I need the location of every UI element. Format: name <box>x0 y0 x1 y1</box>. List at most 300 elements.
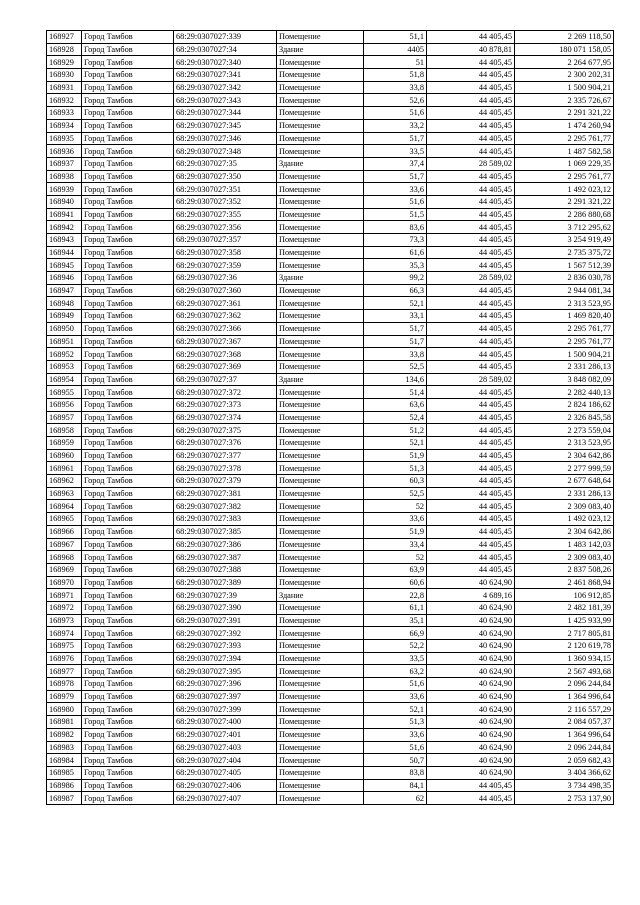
table-row <box>47 107 614 120</box>
cadastral-number-cell: 68:29:0307027:379 <box>174 475 277 488</box>
cadastral-number-cell: 68:29:0307027:368 <box>174 348 277 361</box>
cadastral-value-cell: 1 492 023,12 <box>515 513 614 526</box>
object-type-cell: Помещение <box>277 449 364 462</box>
cadastral-number-cell: 68:29:0307027:387 <box>174 551 277 564</box>
area-cell: 33,8 <box>364 348 427 361</box>
row-id-cell: 168985 <box>47 766 82 779</box>
cadastral-value-cell: 2 944 081,34 <box>515 284 614 297</box>
cadastral-number-cell: 68:29:0307027:407 <box>174 792 277 805</box>
cadastral-value-cell: 2 286 880,68 <box>515 208 614 221</box>
area-cell: 52 <box>364 551 427 564</box>
district-cell: Город Тамбов <box>82 779 174 792</box>
unit-value-cell: 4 689,16 <box>427 589 515 602</box>
table-row <box>47 183 614 196</box>
area-cell: 99,2 <box>364 272 427 285</box>
cadastral-number-cell: 68:29:0307027:374 <box>174 411 277 424</box>
cadastral-value-cell: 2 096 244,84 <box>515 678 614 691</box>
area-cell: 134,6 <box>364 373 427 386</box>
district-cell: Город Тамбов <box>82 259 174 272</box>
cadastral-number-cell: 68:29:0307027:405 <box>174 766 277 779</box>
district-cell: Город Тамбов <box>82 132 174 145</box>
object-type-cell: Помещение <box>277 284 364 297</box>
cadastral-number-cell: 68:29:0307027:406 <box>174 779 277 792</box>
cadastral-number-cell: 68:29:0307027:383 <box>174 513 277 526</box>
object-type-cell: Помещение <box>277 652 364 665</box>
district-cell: Город Тамбов <box>82 208 174 221</box>
cadastral-value-cell: 2 295 761,77 <box>515 132 614 145</box>
unit-value-cell: 44 405,45 <box>427 310 515 323</box>
area-cell: 51,9 <box>364 525 427 538</box>
object-type-cell: Помещение <box>277 119 364 132</box>
row-id-cell: 168941 <box>47 208 82 221</box>
table-row <box>47 716 614 729</box>
cadastral-number-cell: 68:29:0307027:356 <box>174 221 277 234</box>
area-cell: 51,6 <box>364 195 427 208</box>
row-id-cell: 168972 <box>47 601 82 614</box>
cadastral-value-cell: 2 295 761,77 <box>515 322 614 335</box>
area-cell: 51,7 <box>364 170 427 183</box>
district-cell: Город Тамбов <box>82 145 174 158</box>
district-cell: Город Тамбов <box>82 513 174 526</box>
unit-value-cell: 44 405,45 <box>427 170 515 183</box>
cadastral-value-cell: 1 469 820,40 <box>515 310 614 323</box>
unit-value-cell: 40 624,90 <box>427 601 515 614</box>
object-type-cell: Помещение <box>277 310 364 323</box>
table-row <box>47 56 614 69</box>
district-cell: Город Тамбов <box>82 119 174 132</box>
cadastral-value-cell: 2 096 244,84 <box>515 741 614 754</box>
row-id-cell: 168977 <box>47 665 82 678</box>
district-cell: Город Тамбов <box>82 310 174 323</box>
unit-value-cell: 44 405,45 <box>427 779 515 792</box>
object-type-cell: Помещение <box>277 779 364 792</box>
area-cell: 51,7 <box>364 132 427 145</box>
cadastral-value-cell: 2 084 057,37 <box>515 716 614 729</box>
cadastral-number-cell: 68:29:0307027:351 <box>174 183 277 196</box>
district-cell: Город Тамбов <box>82 475 174 488</box>
row-id-cell: 168960 <box>47 449 82 462</box>
cadastral-number-cell: 68:29:0307027:395 <box>174 665 277 678</box>
cadastral-number-cell: 68:29:0307027:348 <box>174 145 277 158</box>
object-type-cell: Помещение <box>277 792 364 805</box>
area-cell: 52,2 <box>364 640 427 653</box>
table-row <box>47 69 614 82</box>
unit-value-cell: 44 405,45 <box>427 56 515 69</box>
object-type-cell: Помещение <box>277 335 364 348</box>
unit-value-cell: 44 405,45 <box>427 500 515 513</box>
unit-value-cell: 28 589,02 <box>427 373 515 386</box>
cadastral-number-cell: 68:29:0307027:385 <box>174 525 277 538</box>
unit-value-cell: 40 624,90 <box>427 627 515 640</box>
cadastral-number-cell: 68:29:0307027:372 <box>174 386 277 399</box>
cadastral-value-cell: 2 331 286,13 <box>515 487 614 500</box>
row-id-cell: 168961 <box>47 462 82 475</box>
district-cell: Город Тамбов <box>82 551 174 564</box>
table-row <box>47 43 614 56</box>
area-cell: 52,1 <box>364 703 427 716</box>
table-row <box>47 373 614 386</box>
cadastral-number-cell: 68:29:0307027:358 <box>174 246 277 259</box>
table-row <box>47 525 614 538</box>
unit-value-cell: 44 405,45 <box>427 221 515 234</box>
row-id-cell: 168969 <box>47 563 82 576</box>
table-row <box>47 475 614 488</box>
row-id-cell: 168950 <box>47 322 82 335</box>
unit-value-cell: 40 624,90 <box>427 614 515 627</box>
row-id-cell: 168979 <box>47 690 82 703</box>
cadastral-number-cell: 68:29:0307027:376 <box>174 437 277 450</box>
row-id-cell: 168962 <box>47 475 82 488</box>
cadastral-value-cell: 2 277 999,59 <box>515 462 614 475</box>
area-cell: 35,3 <box>364 259 427 272</box>
cadastral-number-cell: 68:29:0307027:36 <box>174 272 277 285</box>
unit-value-cell: 44 405,45 <box>427 424 515 437</box>
row-id-cell: 168971 <box>47 589 82 602</box>
object-type-cell: Помещение <box>277 741 364 754</box>
row-id-cell: 168983 <box>47 741 82 754</box>
cadastral-value-cell: 2 304 642,86 <box>515 525 614 538</box>
area-cell: 33,1 <box>364 310 427 323</box>
cadastral-value-cell: 1 425 933,99 <box>515 614 614 627</box>
cadastral-number-cell: 68:29:0307027:34 <box>174 43 277 56</box>
row-id-cell: 168967 <box>47 538 82 551</box>
cadastral-number-cell: 68:29:0307027:342 <box>174 81 277 94</box>
unit-value-cell: 44 405,45 <box>427 119 515 132</box>
area-cell: 51,3 <box>364 462 427 475</box>
area-cell: 51,7 <box>364 335 427 348</box>
cadastral-number-cell: 68:29:0307027:39 <box>174 589 277 602</box>
object-type-cell: Помещение <box>277 678 364 691</box>
area-cell: 52,5 <box>364 487 427 500</box>
row-id-cell: 168944 <box>47 246 82 259</box>
object-type-cell: Здание <box>277 373 364 386</box>
object-type-cell: Помещение <box>277 246 364 259</box>
area-cell: 73,3 <box>364 234 427 247</box>
unit-value-cell: 44 405,45 <box>427 31 515 44</box>
cadastral-number-cell: 68:29:0307027:386 <box>174 538 277 551</box>
district-cell: Город Тамбов <box>82 665 174 678</box>
unit-value-cell: 44 405,45 <box>427 487 515 500</box>
cadastral-value-cell: 2 735 375,72 <box>515 246 614 259</box>
area-cell: 33,8 <box>364 81 427 94</box>
row-id-cell: 168956 <box>47 398 82 411</box>
object-type-cell: Помещение <box>277 107 364 120</box>
district-cell: Город Тамбов <box>82 703 174 716</box>
object-type-cell: Помещение <box>277 297 364 310</box>
table-row <box>47 322 614 335</box>
row-id-cell: 168966 <box>47 525 82 538</box>
object-type-cell: Помещение <box>277 513 364 526</box>
row-id-cell: 168933 <box>47 107 82 120</box>
row-id-cell: 168984 <box>47 754 82 767</box>
unit-value-cell: 44 405,45 <box>427 107 515 120</box>
table-row <box>47 449 614 462</box>
row-id-cell: 168943 <box>47 234 82 247</box>
cadastral-value-cell: 2 837 508,26 <box>515 563 614 576</box>
unit-value-cell: 40 624,90 <box>427 716 515 729</box>
object-type-cell: Помещение <box>277 754 364 767</box>
table-row <box>47 145 614 158</box>
district-cell: Город Тамбов <box>82 234 174 247</box>
object-type-cell: Помещение <box>277 690 364 703</box>
table-row <box>47 398 614 411</box>
district-cell: Город Тамбов <box>82 500 174 513</box>
row-id-cell: 168952 <box>47 348 82 361</box>
table-row <box>47 779 614 792</box>
cadastral-value-cell: 1 364 996,64 <box>515 728 614 741</box>
cadastral-value-cell: 2 291 321,22 <box>515 107 614 120</box>
unit-value-cell: 44 405,45 <box>427 551 515 564</box>
cadastral-number-cell: 68:29:0307027:373 <box>174 398 277 411</box>
cadastral-number-cell: 68:29:0307027:37 <box>174 373 277 386</box>
area-cell: 22,8 <box>364 589 427 602</box>
district-cell: Город Тамбов <box>82 487 174 500</box>
area-cell: 51,5 <box>364 208 427 221</box>
cadastral-number-cell: 68:29:0307027:399 <box>174 703 277 716</box>
unit-value-cell: 40 624,90 <box>427 766 515 779</box>
object-type-cell: Помещение <box>277 538 364 551</box>
cadastral-value-cell: 2 717 805,81 <box>515 627 614 640</box>
row-id-cell: 168927 <box>47 31 82 44</box>
district-cell: Город Тамбов <box>82 81 174 94</box>
unit-value-cell: 44 405,45 <box>427 246 515 259</box>
row-id-cell: 168937 <box>47 157 82 170</box>
district-cell: Город Тамбов <box>82 348 174 361</box>
row-id-cell: 168974 <box>47 627 82 640</box>
cadastral-value-table <box>46 30 614 805</box>
object-type-cell: Помещение <box>277 703 364 716</box>
district-cell: Город Тамбов <box>82 690 174 703</box>
cadastral-value-cell: 3 734 498,35 <box>515 779 614 792</box>
cadastral-value-cell: 3 712 295,62 <box>515 221 614 234</box>
cadastral-number-cell: 68:29:0307027:393 <box>174 640 277 653</box>
row-id-cell: 168946 <box>47 272 82 285</box>
object-type-cell: Помещение <box>277 766 364 779</box>
unit-value-cell: 44 405,45 <box>427 259 515 272</box>
cadastral-value-cell: 1 500 904,21 <box>515 81 614 94</box>
district-cell: Город Тамбов <box>82 195 174 208</box>
cadastral-value-cell: 2 273 559,04 <box>515 424 614 437</box>
table-row <box>47 741 614 754</box>
object-type-cell: Помещение <box>277 475 364 488</box>
area-cell: 51,1 <box>364 31 427 44</box>
table-row <box>47 589 614 602</box>
district-cell: Город Тамбов <box>82 386 174 399</box>
area-cell: 51,8 <box>364 69 427 82</box>
row-id-cell: 168982 <box>47 728 82 741</box>
unit-value-cell: 44 405,45 <box>427 69 515 82</box>
area-cell: 51,7 <box>364 322 427 335</box>
cadastral-number-cell: 68:29:0307027:375 <box>174 424 277 437</box>
area-cell: 33,6 <box>364 183 427 196</box>
row-id-cell: 168965 <box>47 513 82 526</box>
area-cell: 83,6 <box>364 221 427 234</box>
object-type-cell: Помещение <box>277 360 364 373</box>
table-row <box>47 360 614 373</box>
unit-value-cell: 44 405,45 <box>427 208 515 221</box>
row-id-cell: 168949 <box>47 310 82 323</box>
object-type-cell: Помещение <box>277 665 364 678</box>
unit-value-cell: 44 405,45 <box>427 322 515 335</box>
object-type-cell: Помещение <box>277 56 364 69</box>
unit-value-cell: 44 405,45 <box>427 145 515 158</box>
table-row <box>47 284 614 297</box>
table-row <box>47 246 614 259</box>
unit-value-cell: 44 405,45 <box>427 132 515 145</box>
cadastral-value-cell: 1 567 512,39 <box>515 259 614 272</box>
row-id-cell: 168959 <box>47 437 82 450</box>
object-type-cell: Помещение <box>277 208 364 221</box>
table-row <box>47 411 614 424</box>
unit-value-cell: 44 405,45 <box>427 437 515 450</box>
object-type-cell: Помещение <box>277 563 364 576</box>
object-type-cell: Помещение <box>277 31 364 44</box>
cadastral-value-cell: 2 295 761,77 <box>515 170 614 183</box>
area-cell: 37,4 <box>364 157 427 170</box>
cadastral-value-cell: 1 069 229,35 <box>515 157 614 170</box>
district-cell: Город Тамбов <box>82 170 174 183</box>
area-cell: 33,2 <box>364 119 427 132</box>
cadastral-number-cell: 68:29:0307027:396 <box>174 678 277 691</box>
cadastral-value-cell: 1 500 904,21 <box>515 348 614 361</box>
cadastral-value-cell: 2 567 493,68 <box>515 665 614 678</box>
district-cell: Город Тамбов <box>82 322 174 335</box>
district-cell: Город Тамбов <box>82 538 174 551</box>
row-id-cell: 168980 <box>47 703 82 716</box>
cadastral-value-cell: 2 309 083,40 <box>515 551 614 564</box>
area-cell: 63,6 <box>364 398 427 411</box>
table-row <box>47 462 614 475</box>
cadastral-number-cell: 68:29:0307027:345 <box>174 119 277 132</box>
area-cell: 52,1 <box>364 297 427 310</box>
cadastral-number-cell: 68:29:0307027:388 <box>174 563 277 576</box>
row-id-cell: 168945 <box>47 259 82 272</box>
district-cell: Город Тамбов <box>82 398 174 411</box>
table-row <box>47 259 614 272</box>
object-type-cell: Помещение <box>277 487 364 500</box>
district-cell: Город Тамбов <box>82 246 174 259</box>
area-cell: 35,1 <box>364 614 427 627</box>
object-type-cell: Помещение <box>277 551 364 564</box>
cadastral-number-cell: 68:29:0307027:343 <box>174 94 277 107</box>
table-row <box>47 754 614 767</box>
cadastral-number-cell: 68:29:0307027:341 <box>174 69 277 82</box>
district-cell: Город Тамбов <box>82 728 174 741</box>
area-cell: 33,6 <box>364 690 427 703</box>
table-row <box>47 690 614 703</box>
object-type-cell: Помещение <box>277 437 364 450</box>
cadastral-value-cell: 2 309 083,40 <box>515 500 614 513</box>
unit-value-cell: 40 624,90 <box>427 728 515 741</box>
cadastral-value-cell: 2 059 682,43 <box>515 754 614 767</box>
object-type-cell: Помещение <box>277 94 364 107</box>
district-cell: Город Тамбов <box>82 221 174 234</box>
unit-value-cell: 40 624,90 <box>427 652 515 665</box>
cadastral-number-cell: 68:29:0307027:403 <box>174 741 277 754</box>
cadastral-number-cell: 68:29:0307027:366 <box>174 322 277 335</box>
object-type-cell: Помещение <box>277 234 364 247</box>
cadastral-number-cell: 68:29:0307027:394 <box>174 652 277 665</box>
district-cell: Город Тамбов <box>82 31 174 44</box>
row-id-cell: 168981 <box>47 716 82 729</box>
cadastral-number-cell: 68:29:0307027:377 <box>174 449 277 462</box>
row-id-cell: 168951 <box>47 335 82 348</box>
cadastral-value-cell: 1 474 260,94 <box>515 119 614 132</box>
object-type-cell: Помещение <box>277 386 364 399</box>
row-id-cell: 168986 <box>47 779 82 792</box>
object-type-cell: Помещение <box>277 525 364 538</box>
district-cell: Город Тамбов <box>82 640 174 653</box>
district-cell: Город Тамбов <box>82 792 174 805</box>
object-type-cell: Помещение <box>277 259 364 272</box>
row-id-cell: 168978 <box>47 678 82 691</box>
district-cell: Город Тамбов <box>82 601 174 614</box>
cadastral-number-cell: 68:29:0307027:344 <box>174 107 277 120</box>
object-type-cell: Помещение <box>277 627 364 640</box>
table-row <box>47 170 614 183</box>
area-cell: 63,2 <box>364 665 427 678</box>
cadastral-value-cell: 1 492 023,12 <box>515 183 614 196</box>
row-id-cell: 168928 <box>47 43 82 56</box>
object-type-cell: Помещение <box>277 322 364 335</box>
object-type-cell: Помещение <box>277 69 364 82</box>
area-cell: 33,6 <box>364 513 427 526</box>
area-cell: 60,3 <box>364 475 427 488</box>
table-row <box>47 157 614 170</box>
object-type-cell: Помещение <box>277 145 364 158</box>
row-id-cell: 168963 <box>47 487 82 500</box>
district-cell: Город Тамбов <box>82 652 174 665</box>
unit-value-cell: 44 405,45 <box>427 538 515 551</box>
unit-value-cell: 40 624,90 <box>427 754 515 767</box>
district-cell: Город Тамбов <box>82 284 174 297</box>
district-cell: Город Тамбов <box>82 525 174 538</box>
table-row <box>47 348 614 361</box>
area-cell: 62 <box>364 792 427 805</box>
unit-value-cell: 44 405,45 <box>427 411 515 424</box>
unit-value-cell: 40 624,90 <box>427 678 515 691</box>
district-cell: Город Тамбов <box>82 462 174 475</box>
unit-value-cell: 44 405,45 <box>427 449 515 462</box>
district-cell: Город Тамбов <box>82 716 174 729</box>
cadastral-number-cell: 68:29:0307027:340 <box>174 56 277 69</box>
cadastral-number-cell: 68:29:0307027:381 <box>174 487 277 500</box>
object-type-cell: Помещение <box>277 424 364 437</box>
unit-value-cell: 40 624,90 <box>427 741 515 754</box>
row-id-cell: 168973 <box>47 614 82 627</box>
table-row <box>47 132 614 145</box>
unit-value-cell: 44 405,45 <box>427 513 515 526</box>
row-id-cell: 168953 <box>47 360 82 373</box>
cadastral-value-cell: 2 335 726,67 <box>515 94 614 107</box>
district-cell: Город Тамбов <box>82 373 174 386</box>
object-type-cell: Помещение <box>277 716 364 729</box>
area-cell: 51,6 <box>364 107 427 120</box>
object-type-cell: Помещение <box>277 183 364 196</box>
unit-value-cell: 40 624,90 <box>427 640 515 653</box>
area-cell: 52,6 <box>364 94 427 107</box>
cadastral-number-cell: 68:29:0307027:404 <box>174 754 277 767</box>
cadastral-value-cell: 1 483 142,03 <box>515 538 614 551</box>
cadastral-value-cell: 2 300 202,31 <box>515 69 614 82</box>
row-id-cell: 168975 <box>47 640 82 653</box>
cadastral-number-cell: 68:29:0307027:397 <box>174 690 277 703</box>
cadastral-number-cell: 68:29:0307027:378 <box>174 462 277 475</box>
area-cell: 50,7 <box>364 754 427 767</box>
cadastral-number-cell: 68:29:0307027:35 <box>174 157 277 170</box>
object-type-cell: Помещение <box>277 411 364 424</box>
table-row <box>47 576 614 589</box>
